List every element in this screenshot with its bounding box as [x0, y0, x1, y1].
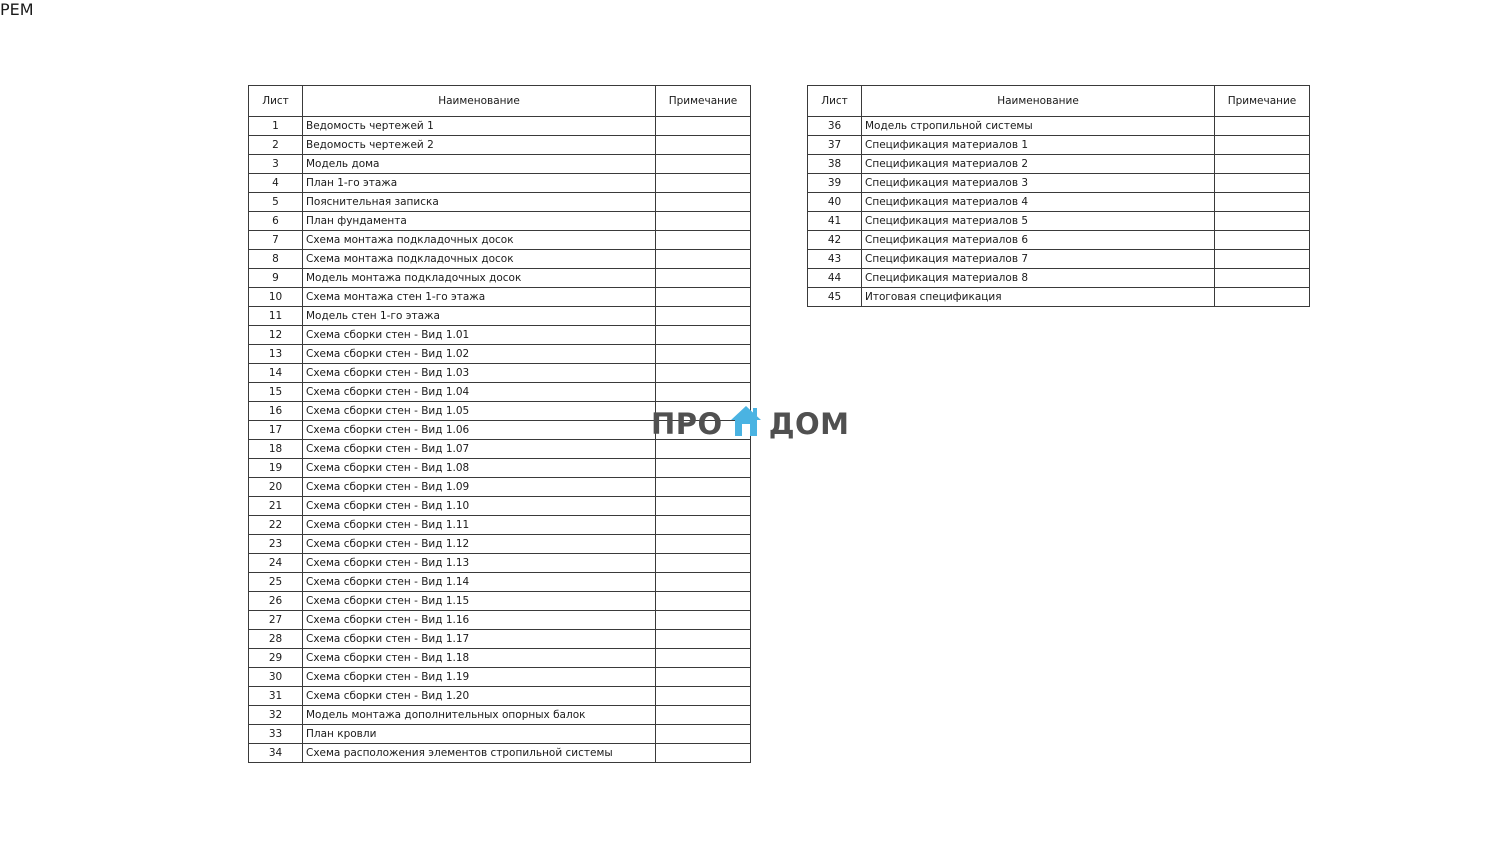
sheet-name: Спецификация материалов 1 [862, 136, 1215, 155]
sheet-number: 26 [249, 592, 303, 611]
sheet-number: 4 [249, 174, 303, 193]
table-row [249, 231, 751, 250]
sheet-name: Схема сборки стен - Вид 1.18 [303, 649, 656, 668]
header-name: Наименование [303, 86, 656, 117]
table-row [249, 611, 751, 630]
sheet-name: Схема сборки стен - Вид 1.08 [303, 459, 656, 478]
sheet-number: 14 [249, 364, 303, 383]
sheet-note [1215, 117, 1310, 136]
sheet-name: Модель стен 1-го этажа [303, 307, 656, 326]
sheet-number: 21 [249, 497, 303, 516]
prodom-logo [651, 402, 851, 446]
sheet-number: 45 [808, 288, 862, 307]
table-row [808, 193, 1310, 212]
sheet-number: 2 [249, 136, 303, 155]
sheet-name: Схема сборки стен - Вид 1.04 [303, 383, 656, 402]
sheet-name: Схема монтажа стен 1-го этажа [303, 288, 656, 307]
table-row [808, 155, 1310, 174]
sheet-note [656, 687, 751, 706]
table-row [249, 307, 751, 326]
sheet-note [656, 706, 751, 725]
table-row [808, 250, 1310, 269]
sheet-name: Схема расположения элементов стропильной системы [303, 744, 656, 763]
header-sheet: Лист [249, 86, 303, 117]
sheet-note [656, 307, 751, 326]
sheet-number: 11 [249, 307, 303, 326]
sheet-note [656, 345, 751, 364]
sheet-note [1215, 155, 1310, 174]
sheet-name: Схема сборки стен - Вид 1.02 [303, 345, 656, 364]
sheet-name: План фундамента [303, 212, 656, 231]
table-header-row [808, 86, 1310, 117]
sheet-name: Схема сборки стен - Вид 1.03 [303, 364, 656, 383]
table-row [249, 288, 751, 307]
logo-text-right: ДОМ [768, 407, 850, 441]
sheet-number: 28 [249, 630, 303, 649]
sheet-note [656, 326, 751, 345]
table-header-row [249, 86, 751, 117]
sheet-name: Схема сборки стен - Вид 1.15 [303, 592, 656, 611]
sheet-note [656, 573, 751, 592]
sheet-name: Модель монтажа дополнительных опорных балок [303, 706, 656, 725]
sheet-number: 36 [808, 117, 862, 136]
sheet-name: Ведомость чертежей 2 [303, 136, 656, 155]
sheet-note [656, 535, 751, 554]
table-row [249, 668, 751, 687]
sheet-number: 41 [808, 212, 862, 231]
sheet-note [656, 630, 751, 649]
sheet-name: Схема сборки стен - Вид 1.09 [303, 478, 656, 497]
sheet-note [656, 231, 751, 250]
sheet-name: Спецификация материалов 5 [862, 212, 1215, 231]
sheet-name: Спецификация материалов 2 [862, 155, 1215, 174]
sheet-number: 19 [249, 459, 303, 478]
sheet-number: 15 [249, 383, 303, 402]
sheet-note [1215, 231, 1310, 250]
table-row [249, 117, 751, 136]
sheet-note [656, 383, 751, 402]
sheet-number: 5 [249, 193, 303, 212]
sheet-number: 31 [249, 687, 303, 706]
sheet-note [656, 193, 751, 212]
sheet-name: Схема сборки стен - Вид 1.01 [303, 326, 656, 345]
sheet-note [656, 611, 751, 630]
sheet-number: 13 [249, 345, 303, 364]
header-note: Примечание [1215, 86, 1310, 117]
sheet-number: 37 [808, 136, 862, 155]
table-row [249, 573, 751, 592]
sheet-name: Схема сборки стен - Вид 1.20 [303, 687, 656, 706]
sheet-number: 42 [808, 231, 862, 250]
sheet-name: Схема сборки стен - Вид 1.11 [303, 516, 656, 535]
logo-subtext: РЕМ [0, 0, 34, 19]
sheet-name: Схема сборки стен - Вид 1.07 [303, 440, 656, 459]
table-row [249, 364, 751, 383]
drawings-table-right [807, 85, 1310, 307]
table-row [249, 630, 751, 649]
sheet-note [1215, 288, 1310, 307]
table-row [249, 497, 751, 516]
sheet-note [656, 744, 751, 763]
sheet-note [656, 554, 751, 573]
sheet-name: Модель дома [303, 155, 656, 174]
sheet-number: 8 [249, 250, 303, 269]
sheet-number: 16 [249, 402, 303, 421]
sheet-number: 39 [808, 174, 862, 193]
sheet-number: 17 [249, 421, 303, 440]
logo-text-left: ПРО [651, 407, 723, 441]
sheet-number: 9 [249, 269, 303, 288]
table-row [249, 193, 751, 212]
sheet-number: 40 [808, 193, 862, 212]
sheet-note [656, 212, 751, 231]
sheet-number: 32 [249, 706, 303, 725]
sheet-note [1215, 250, 1310, 269]
table-row [249, 649, 751, 668]
sheet-name: План кровли [303, 725, 656, 744]
sheet-note [656, 269, 751, 288]
table-row [249, 516, 751, 535]
sheet-name: Ведомость чертежей 1 [303, 117, 656, 136]
sheet-note [656, 649, 751, 668]
sheet-name: Схема сборки стен - Вид 1.14 [303, 573, 656, 592]
sheet-number: 29 [249, 649, 303, 668]
sheet-name: Спецификация материалов 7 [862, 250, 1215, 269]
table-row [249, 592, 751, 611]
sheet-name: Схема сборки стен - Вид 1.13 [303, 554, 656, 573]
sheet-name: Схема сборки стен - Вид 1.19 [303, 668, 656, 687]
sheet-note [656, 478, 751, 497]
table-row [249, 326, 751, 345]
sheet-number: 34 [249, 744, 303, 763]
table-row [249, 554, 751, 573]
table-row [808, 231, 1310, 250]
table-row [249, 478, 751, 497]
sheet-note [656, 288, 751, 307]
sheet-number: 33 [249, 725, 303, 744]
sheet-note [656, 136, 751, 155]
sheet-note [1215, 193, 1310, 212]
sheet-note [656, 516, 751, 535]
sheet-note [656, 497, 751, 516]
sheet-name: Схема сборки стен - Вид 1.06 [303, 421, 656, 440]
header-name: Наименование [862, 86, 1215, 117]
sheet-number: 30 [249, 668, 303, 687]
sheet-number: 44 [808, 269, 862, 288]
sheet-number: 20 [249, 478, 303, 497]
table-row [249, 459, 751, 478]
sheet-name: Схема монтажа подкладочных досок [303, 231, 656, 250]
table-row [249, 706, 751, 725]
header-note: Примечание [656, 86, 751, 117]
sheet-name: Пояснительная записка [303, 193, 656, 212]
sheet-number: 23 [249, 535, 303, 554]
sheet-number: 25 [249, 573, 303, 592]
table-row [249, 687, 751, 706]
sheet-name: План 1-го этажа [303, 174, 656, 193]
table-row [249, 155, 751, 174]
sheet-name: Модель стропильной системы [862, 117, 1215, 136]
sheet-note [656, 155, 751, 174]
table-row [249, 250, 751, 269]
sheet-name: Схема сборки стен - Вид 1.10 [303, 497, 656, 516]
table-row [249, 212, 751, 231]
table-row [249, 174, 751, 193]
table-row [808, 117, 1310, 136]
sheet-number: 22 [249, 516, 303, 535]
table-row [249, 744, 751, 763]
table-row [808, 174, 1310, 193]
table-row [249, 725, 751, 744]
sheet-number: 3 [249, 155, 303, 174]
sheet-number: 12 [249, 326, 303, 345]
sheet-number: 1 [249, 117, 303, 136]
sheet-note [1215, 174, 1310, 193]
sheet-name: Модель монтажа подкладочных досок [303, 269, 656, 288]
sheet-number: 38 [808, 155, 862, 174]
sheet-note [1215, 136, 1310, 155]
sheet-name: Спецификация материалов 3 [862, 174, 1215, 193]
sheet-note [656, 459, 751, 478]
sheet-note [656, 174, 751, 193]
sheet-name: Схема сборки стен - Вид 1.17 [303, 630, 656, 649]
sheet-name: Схема сборки стен - Вид 1.12 [303, 535, 656, 554]
sheet-number: 6 [249, 212, 303, 231]
sheet-note [656, 668, 751, 687]
sheet-number: 24 [249, 554, 303, 573]
table-row [249, 345, 751, 364]
sheet-note [1215, 269, 1310, 288]
sheet-name: Схема сборки стен - Вид 1.16 [303, 611, 656, 630]
sheet-number: 18 [249, 440, 303, 459]
table-row [249, 269, 751, 288]
sheet-name: Спецификация материалов 6 [862, 231, 1215, 250]
sheet-number: 27 [249, 611, 303, 630]
table-row [249, 136, 751, 155]
sheet-name: Спецификация материалов 8 [862, 269, 1215, 288]
sheet-number: 43 [808, 250, 862, 269]
table-row [249, 383, 751, 402]
sheet-name: Схема монтажа подкладочных досок [303, 250, 656, 269]
sheet-name: Итоговая спецификация [862, 288, 1215, 307]
sheet-name: Спецификация материалов 4 [862, 193, 1215, 212]
sheet-number: 7 [249, 231, 303, 250]
sheet-note [656, 725, 751, 744]
sheet-note [1215, 212, 1310, 231]
house-icon [729, 404, 763, 444]
sheet-note [656, 117, 751, 136]
table-row [808, 212, 1310, 231]
header-sheet: Лист [808, 86, 862, 117]
table-row [249, 535, 751, 554]
sheet-note [656, 364, 751, 383]
table-row [808, 269, 1310, 288]
sheet-note [656, 592, 751, 611]
table-row [808, 136, 1310, 155]
table-row [808, 288, 1310, 307]
sheet-number: 10 [249, 288, 303, 307]
sheet-name: Схема сборки стен - Вид 1.05 [303, 402, 656, 421]
sheet-note [656, 250, 751, 269]
